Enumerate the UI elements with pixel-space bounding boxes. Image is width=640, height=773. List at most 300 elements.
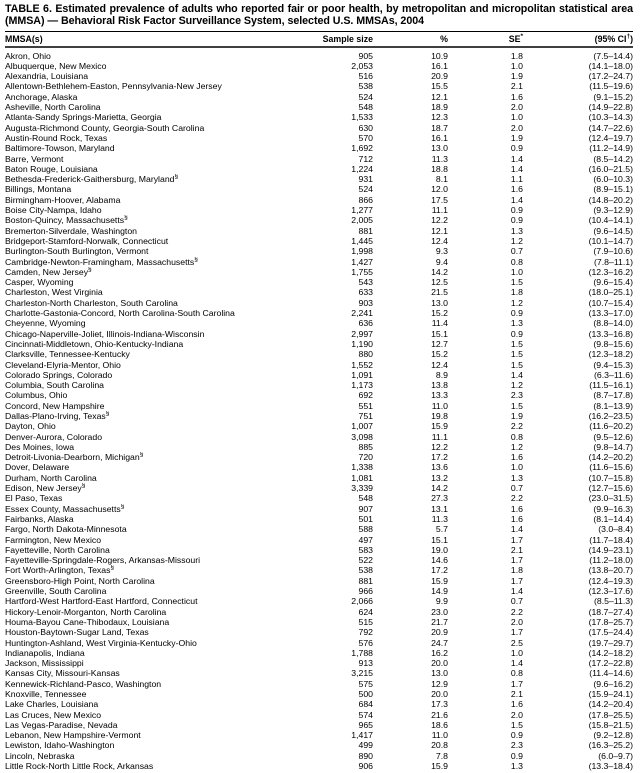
table-row	[5, 565, 633, 575]
se-cell: 1.5	[510, 277, 523, 288]
percent-cell: 18.9	[431, 102, 448, 113]
footnote-marker: §	[120, 503, 125, 510]
percent-cell: 12.4	[431, 359, 448, 370]
mmsa-cell: Atlanta-Sandy Springs-Marietta, Georgia	[5, 112, 162, 123]
se-cell: 2.1	[510, 689, 523, 699]
percent-cell: 11.1	[431, 431, 448, 442]
ci-cell: (14.8–20.2)	[588, 194, 633, 205]
sample-size-cell: 515	[358, 616, 373, 627]
se-cell: 1.0	[510, 462, 523, 473]
se-cell: 1.4	[510, 153, 523, 164]
percent-cell: 19.8	[431, 410, 448, 421]
se-cell: 1.9	[510, 410, 523, 421]
percent-cell: 16.1	[431, 60, 448, 71]
mmsa-cell: Bremerton-Silverdale, Washington	[5, 225, 137, 236]
sample-size-cell: 538	[358, 565, 373, 576]
se-cell: 2.2	[510, 421, 523, 432]
mmsa-cell: Baton Rouge, Louisiana	[5, 163, 98, 174]
column-header-sample-size: Sample size	[311, 31, 373, 47]
sample-size-cell: 1,692	[351, 143, 373, 154]
mmsa-cell: Fort Worth-Arlington, Texas§	[5, 565, 115, 576]
mmsa-cell: Charlotte-Gastonia-Concord, North Carolina-South Carolina	[5, 308, 235, 319]
sample-size-cell: 2,005	[351, 215, 373, 226]
mmsa-cell: Columbus, Ohio	[5, 390, 68, 401]
sample-size-cell: 1,533	[351, 112, 373, 123]
sample-size-cell: 1,007	[351, 421, 373, 432]
se-cell: 2.3	[510, 390, 523, 401]
mmsa-cell: Durham, North Carolina	[5, 472, 97, 483]
ci-cell: (7.9–10.6)	[593, 246, 633, 257]
percent-cell: 15.5	[431, 81, 448, 92]
mmsa-cell: Camden, New Jersey§	[5, 266, 92, 277]
percent-cell: 18.6	[431, 719, 448, 730]
table-title: TABLE 6. Estimated prevalence of adults who reported fair or poor health, by metropolitan and micropolitan statistical area (MMSA) — Behavioral Risk Factor Surveillance System, selected U.S. MMSAs, 2004	[5, 3, 633, 27]
table-row	[5, 205, 633, 215]
percent-cell: 20.9	[431, 71, 448, 82]
mmsa-cell: Asheville, North Carolina	[5, 102, 101, 113]
sample-size-cell: 712	[358, 153, 373, 164]
table-row	[5, 360, 633, 370]
percent-cell: 5.7	[435, 524, 448, 535]
percent-cell: 11.0	[431, 400, 448, 411]
mmsa-cell: Las Cruces, New Mexico	[5, 709, 102, 720]
se-cell: 1.7	[510, 627, 523, 638]
ci-cell: (6.0–10.3)	[593, 174, 633, 185]
se-cell: 1.4	[510, 163, 523, 174]
se-cell: 0.8	[510, 256, 523, 267]
se-cell: 2.0	[510, 102, 523, 113]
table-row	[5, 740, 633, 750]
table-row	[5, 679, 633, 689]
table-row	[5, 61, 633, 71]
percent-cell: 9.4	[435, 256, 448, 267]
table-row	[5, 102, 633, 112]
ci-cell: (12.3–16.2)	[588, 266, 633, 277]
percent-cell: 12.9	[431, 678, 448, 689]
percent-cell: 24.7	[431, 637, 448, 648]
se-cell: 1.6	[510, 503, 523, 514]
percent-cell: 13.3	[431, 390, 448, 401]
mmsa-cell: Columbia, South Carolina	[5, 380, 104, 391]
ci-cell: (11.4–14.6)	[589, 668, 633, 679]
ci-cell: (9.6–15.4)	[593, 277, 633, 288]
ci-cell: (12.3–18.2)	[588, 349, 633, 360]
sample-size-cell: 881	[358, 575, 373, 586]
table-row	[5, 514, 633, 524]
ci-cell: (8.9–15.1)	[593, 184, 633, 195]
sample-size-cell: 543	[358, 277, 373, 288]
ci-cell: (8.7–17.8)	[593, 390, 633, 401]
sample-size-cell: 524	[358, 184, 373, 195]
ci-cell: (13.3–18.4)	[588, 761, 633, 772]
table-row	[5, 627, 633, 637]
sample-size-cell: 501	[358, 513, 373, 524]
sample-size-cell: 2,053	[351, 60, 373, 71]
percent-cell: 15.9	[431, 761, 448, 772]
ci-cell: (17.2–24.7)	[588, 71, 633, 82]
percent-cell: 21.7	[431, 616, 448, 627]
sample-size-cell: 965	[358, 719, 373, 730]
ci-cell: (18.0–25.1)	[588, 287, 633, 298]
sample-size-cell: 966	[358, 586, 373, 597]
sample-size-cell: 636	[358, 318, 373, 329]
ci-cell: (9.9–16.3)	[593, 503, 633, 514]
table-row	[5, 287, 633, 297]
ci-cell: (17.2–22.8)	[588, 658, 633, 669]
ci-cell: (6.0–9.7)	[598, 750, 633, 761]
se-cell: 0.9	[510, 143, 523, 154]
sample-size-cell: 1,224	[351, 163, 373, 174]
ci-cell: (16.0–21.5)	[588, 163, 633, 174]
mmsa-cell: Farmington, New Mexico	[5, 534, 102, 545]
sample-size-cell: 499	[358, 740, 373, 751]
se-cell: 1.0	[510, 60, 523, 71]
ci-cell: (17.8–25.7)	[588, 616, 633, 627]
table-row	[5, 689, 633, 699]
sample-size-cell: 588	[358, 524, 373, 535]
ci-cell: (6.3–11.6)	[594, 369, 633, 380]
ci-cell: (11.5–19.6)	[589, 81, 633, 92]
ci-cell: (10.7–15.4)	[588, 297, 633, 308]
ci-cell: (14.1–18.0)	[588, 60, 633, 71]
mmsa-cell: Detroit-Livonia-Dearborn, Michigan§	[5, 452, 144, 463]
se-cell: 1.4	[510, 194, 523, 205]
sample-size-cell: 2,241	[351, 308, 373, 319]
sample-size-cell: 576	[358, 637, 373, 648]
footnote-marker: §	[88, 266, 92, 273]
se-cell: 0.9	[510, 215, 523, 226]
table-row	[5, 143, 633, 153]
mmsa-cell: Bethesda-Frederick-Gaithersburg, Maryland§	[5, 174, 179, 185]
footnote-marker: §	[174, 174, 179, 181]
mmsa-cell: Indianapolis, Indiana	[5, 647, 85, 658]
mmsa-cell: Fayetteville-Springdale-Rogers, Arkansas-Missouri	[5, 555, 201, 566]
table-row	[5, 638, 633, 648]
percent-cell: 11.3	[431, 513, 448, 524]
table-row	[5, 81, 633, 91]
table-row	[5, 545, 633, 555]
mmsa-cell: Casper, Wyoming	[5, 277, 74, 288]
table-row	[5, 411, 633, 421]
table-row	[5, 298, 633, 308]
se-cell: 1.2	[510, 380, 523, 391]
sample-size-cell: 583	[358, 544, 373, 555]
ci-cell: (14.9–22.8)	[588, 102, 633, 113]
mmsa-cell: Fairbanks, Alaska	[5, 513, 74, 524]
sample-size-cell: 1,788	[351, 647, 373, 658]
sample-size-cell: 538	[358, 81, 373, 92]
se-cell: 0.8	[510, 431, 523, 442]
se-cell: 1.3	[510, 761, 523, 772]
mmsa-cell: Bridgeport-Stamford-Norwalk, Connecticut	[5, 235, 169, 246]
ci-cell: (11.7–18.4)	[589, 534, 633, 545]
sample-size-cell: 1,755	[351, 266, 373, 277]
column-header-se: SE*	[448, 31, 523, 47]
table-row	[5, 751, 633, 761]
ci-cell: (14.2–20.2)	[588, 452, 633, 463]
table-row	[5, 47, 633, 61]
ci-cell: (8.1–14.4)	[593, 513, 633, 524]
ci-cell: (14.9–23.1)	[588, 544, 633, 555]
sample-size-cell: 1,445	[351, 235, 373, 246]
se-cell: 1.6	[510, 184, 523, 195]
ci-cell: (16.3–25.2)	[588, 740, 633, 751]
se-cell: 1.4	[510, 369, 523, 380]
footnote-marker: †	[626, 32, 631, 40]
sample-size-cell: 522	[358, 555, 373, 566]
table-row	[5, 576, 633, 586]
table-row	[5, 442, 633, 452]
percent-cell: 11.4	[431, 318, 448, 329]
sample-size-cell: 3,339	[351, 483, 373, 494]
sample-size-cell: 574	[358, 709, 373, 720]
sample-size-cell: 1,173	[351, 380, 373, 391]
percent-cell: 16.2	[431, 647, 448, 658]
mmsa-cell: Alexandria, Louisiana	[5, 71, 89, 82]
mmsa-cell: Edison, New Jersey§	[5, 483, 86, 494]
mmsa-cell: Chicago-Naperville-Joliet, Illinois-Indiana-Wisconsin	[5, 328, 205, 339]
mmsa-cell: Akron, Ohio	[5, 50, 51, 61]
percent-cell: 12.5	[431, 277, 448, 288]
se-cell: 1.7	[510, 575, 523, 586]
mmsa-cell: Concord, New Hampshire	[5, 400, 105, 411]
se-cell: 1.4	[510, 524, 523, 535]
sample-size-cell: 866	[358, 194, 373, 205]
percent-cell: 12.3	[431, 112, 448, 123]
mmsa-cell: Lake Charles, Louisiana	[5, 699, 99, 710]
ci-cell: (8.8–14.0)	[593, 318, 633, 329]
percent-cell: 12.7	[431, 338, 448, 349]
ci-cell: (15.9–24.1)	[588, 689, 633, 699]
sample-size-cell: 1,338	[351, 462, 373, 473]
ci-cell: (10.1–14.7)	[588, 235, 633, 246]
ci-cell: (12.3–17.6)	[588, 586, 633, 597]
sample-size-cell: 575	[358, 678, 373, 689]
mmsa-cell: Greenville, South Carolina	[5, 586, 107, 597]
table-row	[5, 421, 633, 431]
percent-cell: 17.3	[431, 699, 448, 710]
table-row	[5, 483, 633, 493]
se-cell: 2.3	[510, 740, 523, 751]
mmsa-cell: Lewiston, Idaho-Washington	[5, 740, 115, 751]
percent-cell: 21.5	[431, 287, 448, 298]
table-row	[5, 133, 633, 143]
se-cell: 2.1	[510, 544, 523, 555]
ci-cell: (10.7–15.8)	[588, 472, 633, 483]
percent-cell: 11.1	[431, 205, 448, 216]
mmsa-cell: Essex County, Massachusetts§	[5, 503, 125, 514]
sample-size-cell: 548	[358, 102, 373, 113]
se-cell: 0.7	[510, 246, 523, 257]
sample-size-cell: 1,552	[351, 359, 373, 370]
se-cell: 1.7	[510, 534, 523, 545]
se-cell: 1.2	[510, 297, 523, 308]
table-row	[5, 226, 633, 236]
sample-size-cell: 570	[358, 132, 373, 143]
percent-cell: 12.4	[431, 235, 448, 246]
se-cell: 1.8	[510, 50, 523, 61]
percent-cell: 18.7	[431, 122, 448, 133]
ci-cell: (12.4–19.7)	[588, 132, 633, 143]
sample-size-cell: 751	[358, 410, 373, 421]
sample-size-cell: 1,091	[351, 369, 373, 380]
se-cell: 1.2	[510, 235, 523, 246]
mmsa-cell: Cheyenne, Wyoming	[5, 318, 86, 329]
footnote-marker: §	[124, 215, 128, 222]
ci-cell: (9.1–15.2)	[593, 91, 633, 102]
percent-cell: 18.8	[431, 163, 448, 174]
mmsa-cell: Des Moines, Iowa	[5, 441, 75, 452]
ci-cell: (9.6–14.5)	[593, 225, 633, 236]
percent-cell: 9.9	[435, 596, 448, 607]
mmsa-cell: Houma-Bayou Cane-Thibodaux, Louisiana	[5, 616, 170, 627]
ci-cell: (11.2–18.0)	[589, 555, 633, 566]
table-row	[5, 195, 633, 205]
percent-cell: 12.2	[431, 441, 448, 452]
percent-cell: 12.2	[431, 215, 448, 226]
ci-cell: (9.4–15.3)	[593, 359, 633, 370]
ci-cell: (9.3–12.9)	[593, 205, 633, 216]
mmsa-cell: Charleston-North Charleston, South Carolina	[5, 297, 178, 308]
ci-cell: (9.8–14.7)	[593, 441, 633, 452]
ci-cell: (13.3–16.8)	[588, 328, 633, 339]
mmsa-cell: Boston-Quincy, Massachusetts§	[5, 215, 128, 226]
ci-cell: (10.4–14.1)	[588, 215, 633, 226]
percent-cell: 15.2	[431, 349, 448, 360]
table-row	[5, 452, 633, 462]
table-row	[5, 215, 633, 225]
table-row	[5, 380, 633, 390]
se-cell: 0.9	[510, 308, 523, 319]
mmsa-cell: Cincinnati-Middletown, Ohio-Kentucky-Indiana	[5, 338, 184, 349]
percent-cell: 14.2	[431, 266, 448, 277]
percent-cell: 14.2	[431, 483, 448, 494]
footnote-marker: §	[194, 256, 198, 263]
se-cell: 1.5	[510, 349, 523, 360]
mmsa-cell: Denver-Aurora, Colorado	[5, 431, 103, 442]
mmsa-cell: Cleveland-Elyria-Mentor, Ohio	[5, 359, 121, 370]
table-row	[5, 246, 633, 256]
se-cell: 1.9	[510, 71, 523, 82]
table-row	[5, 318, 633, 328]
sample-size-cell: 1,998	[351, 246, 373, 257]
percent-cell: 12.1	[431, 91, 448, 102]
mmsa-cell: Dayton, Ohio	[5, 421, 56, 432]
se-cell: 1.6	[510, 91, 523, 102]
percent-cell: 8.1	[435, 174, 448, 185]
sample-size-cell: 905	[358, 50, 373, 61]
se-cell: 1.5	[510, 338, 523, 349]
ci-cell: (8.1–13.9)	[593, 400, 633, 411]
mmsa-cell: Barre, Vermont	[5, 153, 64, 164]
mmsa-cell: Baltimore-Towson, Maryland	[5, 143, 115, 154]
percent-cell: 14.9	[431, 586, 448, 597]
se-cell: 1.0	[510, 647, 523, 658]
se-cell: 1.5	[510, 719, 523, 730]
percent-cell: 12.1	[431, 225, 448, 236]
table-row	[5, 236, 633, 246]
se-cell: 0.8	[510, 668, 523, 679]
mmsa-cell: Charleston, West Virginia	[5, 287, 103, 298]
sample-size-cell: 2,066	[351, 596, 373, 607]
mmsa-cell: Hartford-West Hartford-East Hartford, Connecticut	[5, 596, 198, 607]
ci-cell: (15.8–21.5)	[588, 719, 633, 730]
ci-cell: (13.3–17.0)	[588, 308, 633, 319]
table-row	[5, 493, 633, 503]
percent-cell: 10.9	[431, 50, 448, 61]
mmsa-cell: Dallas-Plano-Irving, Texas§	[5, 410, 110, 421]
table-row	[5, 92, 633, 102]
footnote-marker: §	[81, 483, 86, 490]
mmsa-cell: Lebanon, New Hampshire-Vermont	[5, 730, 141, 741]
ci-cell: (11.6–20.2)	[589, 421, 633, 432]
sample-size-cell: 792	[358, 627, 373, 638]
percent-cell: 20.0	[431, 689, 448, 699]
table-row	[5, 308, 633, 318]
table-row	[5, 648, 633, 658]
sample-size-cell: 692	[358, 390, 373, 401]
ci-cell: (3.0–8.4)	[598, 524, 633, 535]
table-row	[5, 668, 633, 678]
percent-cell: 20.8	[431, 740, 448, 751]
sample-size-cell: 907	[358, 503, 373, 514]
se-cell: 1.6	[510, 513, 523, 524]
percent-cell: 16.1	[431, 132, 448, 143]
sample-size-cell: 548	[358, 493, 373, 504]
sample-size-cell: 2,997	[351, 328, 373, 339]
sample-size-cell: 1,417	[351, 730, 373, 741]
sample-size-cell: 906	[358, 761, 373, 772]
se-cell: 2.0	[510, 122, 523, 133]
ci-cell: (11.2–14.9)	[589, 143, 633, 154]
table-row	[5, 257, 633, 267]
sample-size-cell: 630	[358, 122, 373, 133]
table-row	[5, 174, 633, 184]
percent-cell: 11.0	[431, 730, 448, 741]
ci-cell: (16.2–23.5)	[588, 410, 633, 421]
table-row	[5, 71, 633, 81]
table-row	[5, 432, 633, 442]
sample-size-cell: 551	[358, 400, 373, 411]
se-cell: 1.8	[510, 565, 523, 576]
percent-cell: 20.0	[431, 658, 448, 669]
table-row	[5, 555, 633, 565]
se-cell: 2.0	[510, 709, 523, 720]
ci-cell: (19.7–29.7)	[588, 637, 633, 648]
percent-cell: 23.0	[431, 606, 448, 617]
table-row	[5, 607, 633, 617]
table-row	[5, 370, 633, 380]
mmsa-cell: Dover, Delaware	[5, 462, 70, 473]
ci-cell: (9.8–15.6)	[593, 338, 633, 349]
mmsa-cell: Kansas City, Missouri-Kansas	[5, 668, 120, 679]
percent-cell: 27.3	[431, 493, 448, 504]
se-cell: 1.6	[510, 699, 523, 710]
se-cell: 0.9	[510, 730, 523, 741]
sample-size-cell: 890	[358, 750, 373, 761]
mmsa-cell: Greensboro-High Point, North Carolina	[5, 575, 155, 586]
se-cell: 1.9	[510, 132, 523, 143]
se-cell: 1.0	[510, 266, 523, 277]
se-cell: 1.7	[510, 678, 523, 689]
se-cell: 1.0	[510, 112, 523, 123]
se-cell: 1.8	[510, 287, 523, 298]
ci-cell: (11.6–15.6)	[589, 462, 633, 473]
table-row	[5, 390, 633, 400]
se-cell: 2.0	[510, 616, 523, 627]
table-row	[5, 710, 633, 720]
mmsa-cell: Jackson, Mississippi	[5, 658, 84, 669]
